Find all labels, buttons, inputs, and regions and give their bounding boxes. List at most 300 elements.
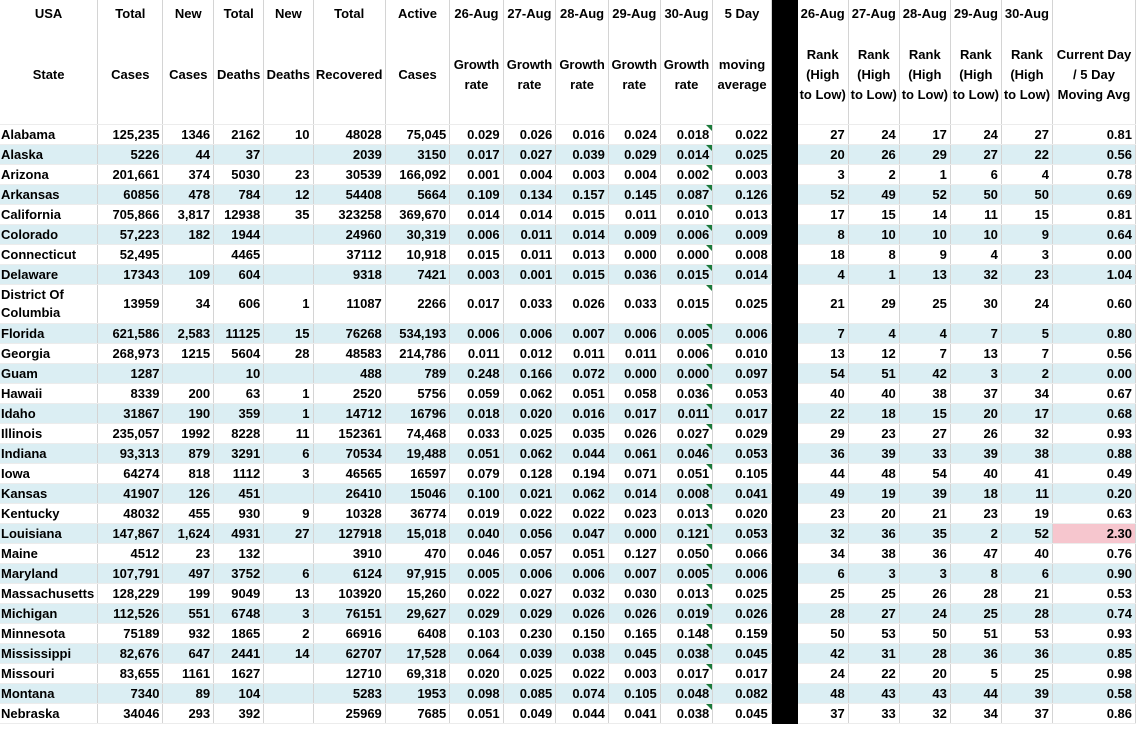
data-cell: 0.026 (556, 285, 609, 324)
data-cell: 201,661 (98, 165, 163, 185)
data-cell: 930 (214, 504, 264, 524)
data-cell: 42 (797, 644, 848, 664)
data-cell: 0.051 (556, 384, 609, 404)
data-cell: 0.041 (713, 484, 771, 504)
data-cell: 0.098 (450, 684, 503, 704)
header-cell: Cases (98, 26, 163, 125)
data-cell: 214,786 (385, 344, 449, 364)
data-cell: 7340 (98, 684, 163, 704)
data-cell: 57,223 (98, 225, 163, 245)
data-cell: 0.56 (1052, 145, 1135, 165)
table-row (0, 664, 1136, 684)
header-cell: Rank (High to Low) (899, 26, 950, 125)
state-name-cell: California (0, 205, 98, 225)
data-cell: 8 (848, 245, 899, 265)
data-cell: 0.061 (608, 444, 660, 464)
header-cell: New (163, 0, 214, 26)
data-cell: 38 (899, 384, 950, 404)
data-cell: 50 (797, 624, 848, 644)
column-divider (771, 404, 797, 424)
data-cell: 0.014 (450, 205, 503, 225)
header-cell: Rank (High to Low) (1001, 26, 1052, 125)
data-cell: 0.006 (608, 324, 660, 344)
data-cell: 0.046 (450, 544, 503, 564)
table-row (0, 484, 1136, 504)
data-cell: 10328 (313, 504, 385, 524)
data-cell: 11 (264, 424, 313, 444)
data-cell: 3752 (214, 564, 264, 584)
state-name-cell: Alabama (0, 125, 98, 145)
data-cell: 24 (797, 664, 848, 684)
column-divider (771, 624, 797, 644)
data-cell: 0.001 (503, 265, 556, 285)
data-cell: 0.024 (608, 125, 660, 145)
data-cell: 0.026 (608, 424, 660, 444)
data-cell: 0.68 (1052, 404, 1135, 424)
data-cell: 1944 (214, 225, 264, 245)
data-cell: 497 (163, 564, 214, 584)
state-name-cell: Indiana (0, 444, 98, 464)
data-cell: 7685 (385, 704, 449, 724)
header-cell: 29-Aug (608, 0, 660, 26)
data-cell: 0.81 (1052, 125, 1135, 145)
data-cell: 604 (214, 265, 264, 285)
header-cell: Growth rate (608, 26, 660, 125)
data-cell: 17343 (98, 265, 163, 285)
data-cell: 17 (899, 125, 950, 145)
data-cell: 0.019 (450, 504, 503, 524)
data-cell: 21 (1001, 584, 1052, 604)
column-divider (771, 544, 797, 564)
data-cell: 0.014 (556, 225, 609, 245)
data-cell: 0.053 (713, 444, 771, 464)
data-cell: 31867 (98, 404, 163, 424)
data-cell: 0.022 (450, 584, 503, 604)
data-cell: 470 (385, 544, 449, 564)
data-cell: 0.019 (660, 604, 713, 624)
data-cell: 0.004 (503, 165, 556, 185)
data-cell: 6408 (385, 624, 449, 644)
data-cell: 0.013 (660, 504, 713, 524)
data-cell: 1 (264, 404, 313, 424)
header-cell: Total (214, 0, 264, 26)
data-cell: 0.062 (503, 444, 556, 464)
data-cell (264, 364, 313, 384)
data-cell: 35 (899, 524, 950, 544)
data-cell: 22 (1001, 145, 1052, 165)
data-cell: 0.051 (556, 544, 609, 564)
data-cell: 6748 (214, 604, 264, 624)
data-cell: 2 (950, 524, 1001, 544)
data-cell (264, 245, 313, 265)
data-cell: 0.003 (608, 664, 660, 684)
data-cell: 13959 (98, 285, 163, 324)
data-cell: 0.88 (1052, 444, 1135, 464)
data-cell: 0.066 (713, 544, 771, 564)
data-cell: 17 (797, 205, 848, 225)
data-cell: 2162 (214, 125, 264, 145)
header-row-sub (0, 26, 1136, 125)
data-cell: 26 (899, 584, 950, 604)
header-cell: Cases (163, 26, 214, 125)
data-cell: 24 (950, 125, 1001, 145)
data-cell: 40 (797, 384, 848, 404)
data-cell: 0.64 (1052, 225, 1135, 245)
data-cell: 166,092 (385, 165, 449, 185)
data-cell: 0.027 (503, 145, 556, 165)
data-cell: 0.027 (503, 584, 556, 604)
data-cell: 104 (214, 684, 264, 704)
column-divider (771, 384, 797, 404)
column-divider (771, 225, 797, 245)
data-cell: 0.128 (503, 464, 556, 484)
column-divider (771, 504, 797, 524)
data-cell: 0.044 (556, 444, 609, 464)
data-cell: 34 (163, 285, 214, 324)
data-cell (264, 544, 313, 564)
data-cell: 11 (950, 205, 1001, 225)
column-divider (771, 185, 797, 205)
data-cell: 0.80 (1052, 324, 1135, 344)
data-cell: 0.017 (713, 664, 771, 684)
data-cell: 43 (848, 684, 899, 704)
data-cell: 0.98 (1052, 664, 1135, 684)
data-cell: 36774 (385, 504, 449, 524)
header-cell: 27-Aug (848, 0, 899, 26)
data-cell: 3 (899, 564, 950, 584)
data-cell: 3,817 (163, 205, 214, 225)
data-cell: 34046 (98, 704, 163, 724)
data-cell: 0.051 (450, 444, 503, 464)
data-cell (264, 484, 313, 504)
data-cell: 0.230 (503, 624, 556, 644)
data-cell: 54 (899, 464, 950, 484)
data-cell: 14 (899, 205, 950, 225)
data-cell: 0.126 (713, 185, 771, 205)
data-cell: 17,528 (385, 644, 449, 664)
data-cell: 30539 (313, 165, 385, 185)
data-cell: 27 (950, 145, 1001, 165)
data-cell: 49 (848, 185, 899, 205)
data-cell: 6124 (313, 564, 385, 584)
data-cell: 1 (899, 165, 950, 185)
data-cell: 0.74 (1052, 604, 1135, 624)
state-name-cell: Michigan (0, 604, 98, 624)
data-cell: 21 (899, 504, 950, 524)
data-cell: 33 (848, 704, 899, 724)
data-cell: 32 (797, 524, 848, 544)
data-cell: 359 (214, 404, 264, 424)
data-cell: 49 (797, 484, 848, 504)
state-name-cell: Arizona (0, 165, 98, 185)
table-row (0, 524, 1136, 544)
data-cell: 0.005 (660, 564, 713, 584)
data-cell: 0.049 (503, 704, 556, 724)
data-cell: 15 (848, 205, 899, 225)
column-divider (771, 26, 797, 125)
data-cell: 0.020 (503, 404, 556, 424)
header-cell: Growth rate (450, 26, 503, 125)
data-cell: 2520 (313, 384, 385, 404)
data-cell: 13 (950, 344, 1001, 364)
data-cell: 32 (899, 704, 950, 724)
data-cell: 0.148 (660, 624, 713, 644)
data-cell: 784 (214, 185, 264, 205)
data-cell: 42 (899, 364, 950, 384)
data-cell: 5030 (214, 165, 264, 185)
data-cell: 4 (848, 324, 899, 344)
data-cell: 25 (848, 584, 899, 604)
table-row (0, 384, 1136, 404)
data-cell: 7 (950, 324, 1001, 344)
data-cell: 0.017 (660, 664, 713, 684)
data-cell: 0.053 (713, 524, 771, 544)
data-cell: 0.057 (503, 544, 556, 564)
data-cell: 128,229 (98, 584, 163, 604)
table-row (0, 544, 1136, 564)
data-cell: 47 (950, 544, 1001, 564)
data-cell: 127918 (313, 524, 385, 544)
data-cell: 13 (797, 344, 848, 364)
state-name-cell: Nebraska (0, 704, 98, 724)
table-row (0, 604, 1136, 624)
data-cell: 0.006 (450, 324, 503, 344)
column-divider (771, 564, 797, 584)
data-cell: 0.000 (660, 245, 713, 265)
data-cell: 3 (264, 604, 313, 624)
data-cell: 11 (1001, 484, 1052, 504)
data-cell: 451 (214, 484, 264, 504)
data-cell: 374 (163, 165, 214, 185)
data-cell: 551 (163, 604, 214, 624)
data-cell: 50 (899, 624, 950, 644)
data-cell: 0.027 (660, 424, 713, 444)
data-cell: 4 (1001, 165, 1052, 185)
data-cell: 0.058 (608, 384, 660, 404)
column-divider (771, 344, 797, 364)
data-cell: 0.029 (608, 145, 660, 165)
data-cell: 23 (848, 424, 899, 444)
data-cell: 0.023 (608, 504, 660, 524)
data-cell: 0.166 (503, 364, 556, 384)
data-cell: 76151 (313, 604, 385, 624)
data-cell: 0.045 (713, 644, 771, 664)
header-row-top (0, 0, 1136, 26)
data-cell: 7 (797, 324, 848, 344)
data-cell: 0.025 (713, 285, 771, 324)
data-cell: 22 (797, 404, 848, 424)
table-row (0, 245, 1136, 265)
header-cell: Rank (High to Low) (797, 26, 848, 125)
data-cell: 1161 (163, 664, 214, 684)
data-cell: 0.018 (450, 404, 503, 424)
data-cell: 50 (1001, 185, 1052, 205)
data-cell: 25 (950, 604, 1001, 624)
data-cell: 0.159 (713, 624, 771, 644)
data-cell: 53 (848, 624, 899, 644)
data-cell: 0.015 (556, 265, 609, 285)
data-cell (264, 704, 313, 724)
data-cell: 0.014 (608, 484, 660, 504)
data-cell: 0.009 (608, 225, 660, 245)
data-cell: 69,318 (385, 664, 449, 684)
data-cell (163, 364, 214, 384)
data-cell: 0.051 (450, 704, 503, 724)
table-row (0, 165, 1136, 185)
data-cell: 76268 (313, 324, 385, 344)
data-cell: 0.071 (608, 464, 660, 484)
data-cell: 932 (163, 624, 214, 644)
data-cell: 15,260 (385, 584, 449, 604)
data-cell: 0.017 (450, 285, 503, 324)
data-cell: 0.056 (503, 524, 556, 544)
header-cell: Rank (High to Low) (848, 26, 899, 125)
state-name-cell: Arkansas (0, 185, 98, 205)
data-cell: 29 (848, 285, 899, 324)
data-cell: 789 (385, 364, 449, 384)
data-cell: 0.016 (556, 125, 609, 145)
column-divider (771, 684, 797, 704)
data-cell: 455 (163, 504, 214, 524)
data-cell: 0.047 (556, 524, 609, 544)
data-cell: 12710 (313, 664, 385, 684)
data-cell: 20 (848, 504, 899, 524)
header-cell: Deaths (264, 26, 313, 125)
data-cell: 24 (899, 604, 950, 624)
data-cell: 25 (797, 584, 848, 604)
data-cell: 0.085 (503, 684, 556, 704)
data-cell: 40 (950, 464, 1001, 484)
data-cell: 5604 (214, 344, 264, 364)
data-cell: 0.105 (608, 684, 660, 704)
data-cell: 0.011 (660, 404, 713, 424)
data-cell: 132 (214, 544, 264, 564)
data-cell: 37 (797, 704, 848, 724)
data-cell: 34 (797, 544, 848, 564)
data-cell: 48 (848, 464, 899, 484)
data-cell: 0.029 (713, 424, 771, 444)
table-row (0, 584, 1136, 604)
data-cell: 0.011 (608, 344, 660, 364)
data-cell: 27 (797, 125, 848, 145)
data-cell: 10 (950, 225, 1001, 245)
data-cell: 4931 (214, 524, 264, 544)
data-cell: 0.013 (660, 584, 713, 604)
data-cell: 2441 (214, 644, 264, 664)
header-cell: Recovered (313, 26, 385, 125)
data-cell: 28 (899, 644, 950, 664)
header-cell: Growth rate (503, 26, 556, 125)
data-cell: 0.015 (660, 265, 713, 285)
data-cell: 0.030 (608, 584, 660, 604)
data-cell: 0.60 (1052, 285, 1135, 324)
header-cell: 28-Aug (556, 0, 609, 26)
data-cell: 0.021 (503, 484, 556, 504)
state-name-cell: Mississippi (0, 644, 98, 664)
state-name-cell: Missouri (0, 664, 98, 684)
data-cell: 0.248 (450, 364, 503, 384)
data-cell: 50 (950, 185, 1001, 205)
header-cell: 26-Aug (450, 0, 503, 26)
data-cell: 0.025 (503, 424, 556, 444)
data-cell: 36 (797, 444, 848, 464)
data-cell: 0.082 (713, 684, 771, 704)
data-cell: 19,488 (385, 444, 449, 464)
data-cell: 52 (899, 185, 950, 205)
data-cell: 200 (163, 384, 214, 404)
data-cell: 20 (899, 664, 950, 684)
data-cell: 0.006 (556, 564, 609, 584)
data-cell: 0.072 (556, 364, 609, 384)
data-cell: 0.039 (556, 145, 609, 165)
data-cell: 54 (797, 364, 848, 384)
data-cell: 0.014 (713, 265, 771, 285)
table-row (0, 265, 1136, 285)
data-cell: 53 (1001, 624, 1052, 644)
data-cell: 44 (950, 684, 1001, 704)
data-cell: 0.53 (1052, 584, 1135, 604)
column-divider (771, 644, 797, 664)
header-cell (1052, 0, 1135, 26)
data-cell: 0.022 (503, 504, 556, 524)
data-cell: 14712 (313, 404, 385, 424)
column-divider (771, 265, 797, 285)
data-cell: 30 (950, 285, 1001, 324)
data-cell: 0.097 (713, 364, 771, 384)
data-cell: 35 (264, 205, 313, 225)
data-cell: 606 (214, 285, 264, 324)
data-cell: 705,866 (98, 205, 163, 225)
data-cell: 51 (950, 624, 1001, 644)
state-name-cell: Maryland (0, 564, 98, 584)
data-cell: 0.025 (713, 145, 771, 165)
data-cell: 9 (264, 504, 313, 524)
data-cell: 0.039 (503, 644, 556, 664)
data-cell: 0.050 (660, 544, 713, 564)
data-cell: 0.015 (556, 205, 609, 225)
data-cell: 41 (1001, 464, 1052, 484)
data-cell: 0.087 (660, 185, 713, 205)
data-cell: 0.109 (450, 185, 503, 205)
data-cell: 54408 (313, 185, 385, 205)
data-cell: 647 (163, 644, 214, 664)
table-row (0, 424, 1136, 444)
data-cell: 152361 (313, 424, 385, 444)
header-cell: Growth rate (556, 26, 609, 125)
data-cell: 74,468 (385, 424, 449, 444)
data-cell: 7421 (385, 265, 449, 285)
data-cell: 0.014 (503, 205, 556, 225)
data-cell: 93,313 (98, 444, 163, 464)
header-cell: State (0, 26, 98, 125)
data-cell: 15,018 (385, 524, 449, 544)
data-cell: 0.033 (608, 285, 660, 324)
data-cell: 34 (1001, 384, 1052, 404)
data-cell: 0.038 (660, 704, 713, 724)
state-name-cell: Kentucky (0, 504, 98, 524)
data-cell: 0.121 (660, 524, 713, 544)
column-divider (771, 484, 797, 504)
data-cell: 0.150 (556, 624, 609, 644)
state-name-cell: Iowa (0, 464, 98, 484)
column-divider (771, 0, 797, 26)
data-cell: 2.30 (1052, 524, 1135, 544)
data-cell: 0.026 (713, 604, 771, 624)
column-divider (771, 464, 797, 484)
data-cell: 182 (163, 225, 214, 245)
data-cell: 39 (848, 444, 899, 464)
state-name-cell: Guam (0, 364, 98, 384)
